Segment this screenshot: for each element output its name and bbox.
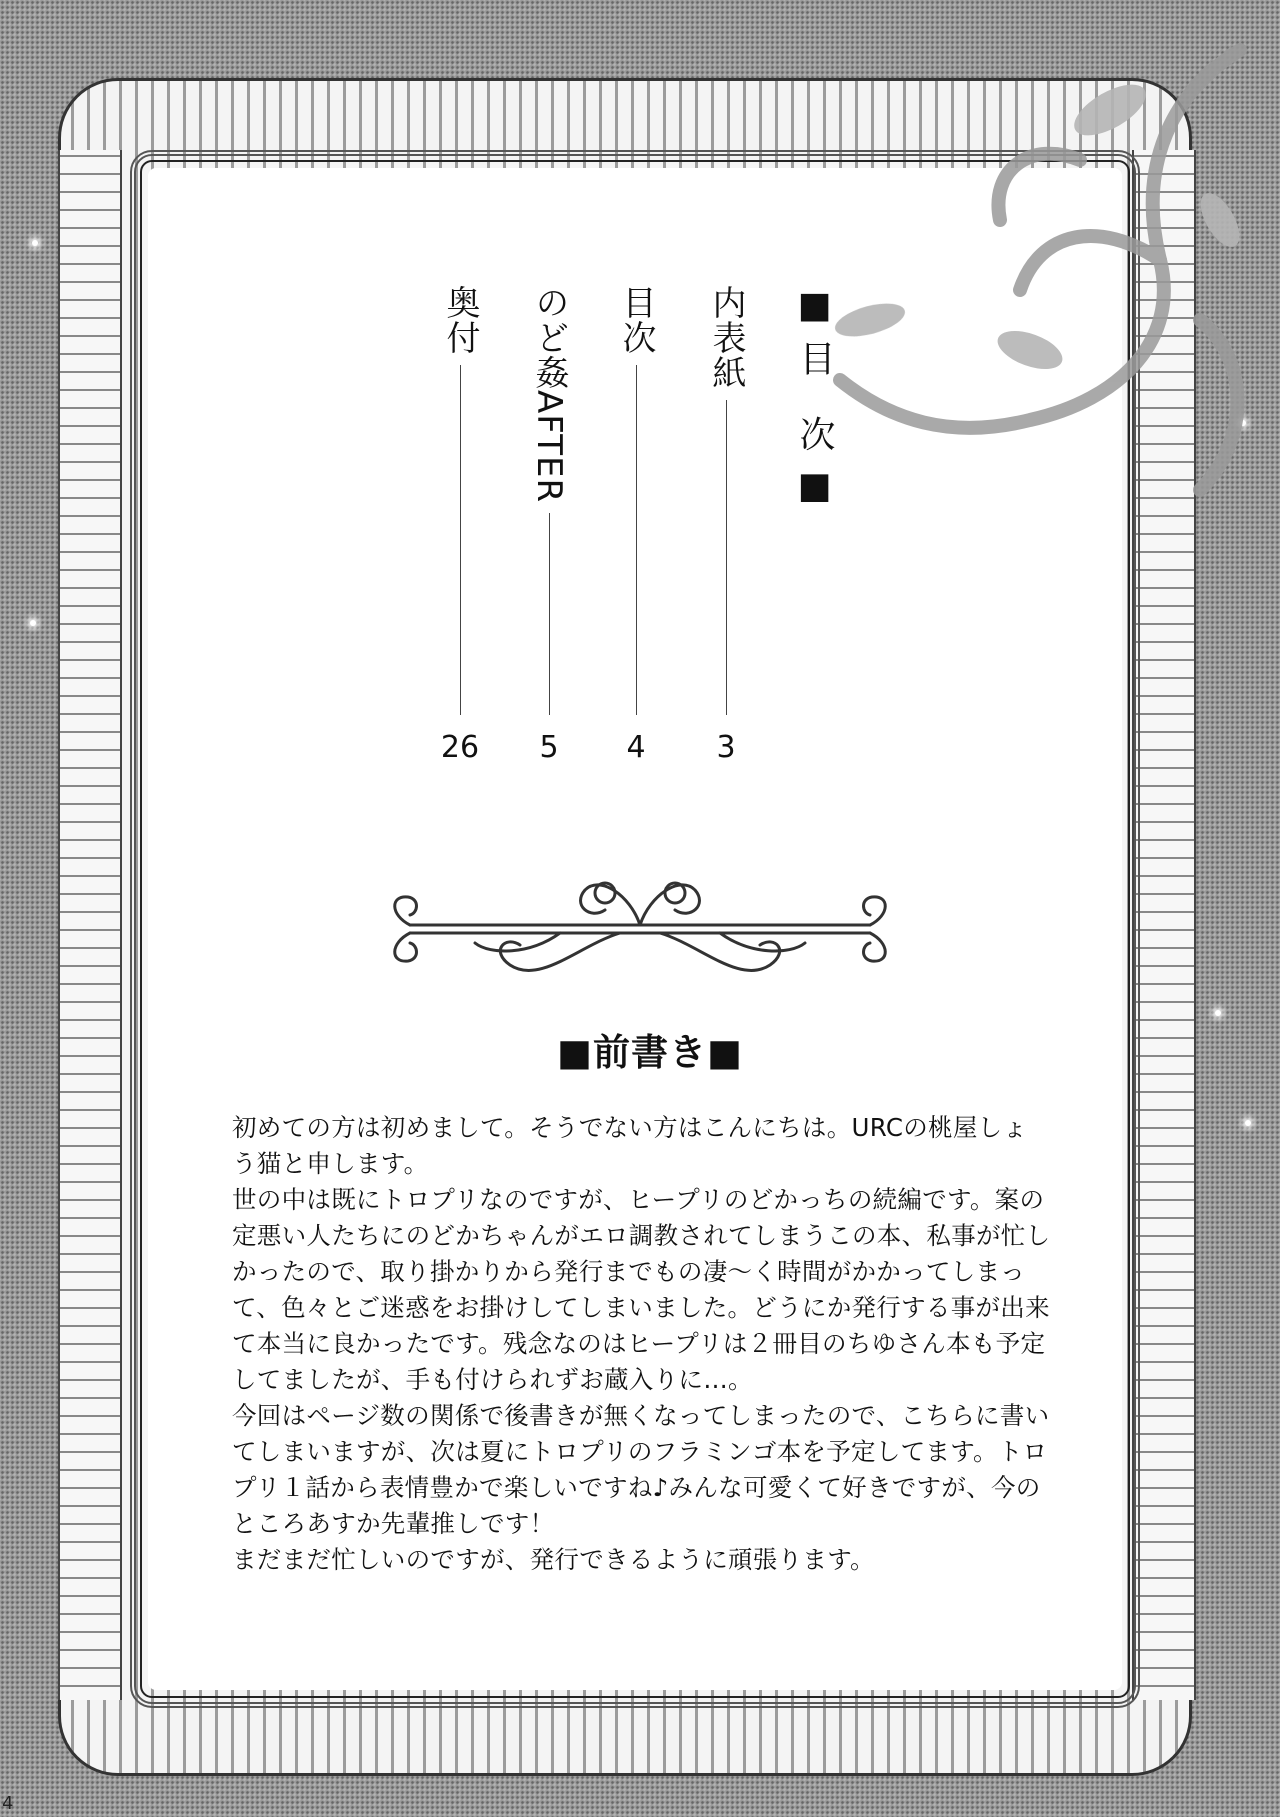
toc-entry-title: 目次 — [616, 285, 656, 355]
toc-heading: ■目 次■ — [794, 285, 835, 521]
toc-entry-page: 5 — [539, 730, 559, 765]
toc-entry[interactable] — [704, 285, 748, 765]
sparkle — [30, 620, 36, 626]
toc-entry[interactable] — [438, 285, 482, 765]
preface-paragraph: 世の中は既にトロプリなのですが、ヒープリのどかっちの続編です。案の定悪い人たちにのどかちゃんがエロ調教されてしまうこの本、私事が忙しかったので、取り掛かりから発行までもの凄～く時間がかかってしまって、色々とご迷惑をお掛けしてしまいました。どうにか発行する事が出来て本当に良かったです。残念なのはヒープリは２冊目のちゆさん本も予定してましたが、手も付けられずお蔵入りに…。 — [232, 1185, 1051, 1394]
floral-flourish-decoration — [780, 20, 1280, 580]
ornamental-divider — [380, 855, 900, 995]
preface-paragraph: まだまだ忙しいのですが、発行できるように頑張ります。 — [232, 1545, 875, 1574]
toc-entry[interactable] — [527, 285, 571, 765]
preface-paragraph: 初めての方は初めまして。そうでない方はこんにちは。URCの桃屋しょう猫と申します。 — [232, 1113, 1028, 1178]
toc-entry-title: のど姦AFTER — [529, 285, 569, 504]
toc-leader-line — [460, 365, 461, 715]
toc-entry-title: 内表紙 — [706, 285, 746, 390]
page-number: 4 — [2, 1793, 14, 1814]
toc-leader-line — [636, 365, 637, 715]
toc-leader-line — [726, 400, 727, 715]
toc-entry-page: 3 — [716, 730, 736, 765]
toc-entry-title: 奥付 — [440, 285, 480, 355]
toc-entry-page: 26 — [440, 730, 480, 765]
preface-paragraph: 今回はページ数の関係で後書きが無くなってしまったので、こちらに書いてしまいますが、次は夏にトロプリのフラミンゴ本を予定してます。トロプリ１話から表情豊かで楽しいですね♪みんな可愛くて好きですが、今のところあすか先輩推しです！ — [232, 1401, 1050, 1538]
toc-leader-line — [549, 513, 550, 715]
toc-entry[interactable] — [614, 285, 658, 765]
preface-body — [232, 1110, 1052, 1578]
lace-frame-left — [58, 150, 122, 1700]
sparkle — [1215, 1010, 1221, 1016]
toc-entry-page: 4 — [626, 730, 646, 765]
sparkle — [1245, 1120, 1251, 1126]
sparkle — [32, 240, 38, 246]
preface-title: ■前書き■ — [557, 1031, 743, 1074]
